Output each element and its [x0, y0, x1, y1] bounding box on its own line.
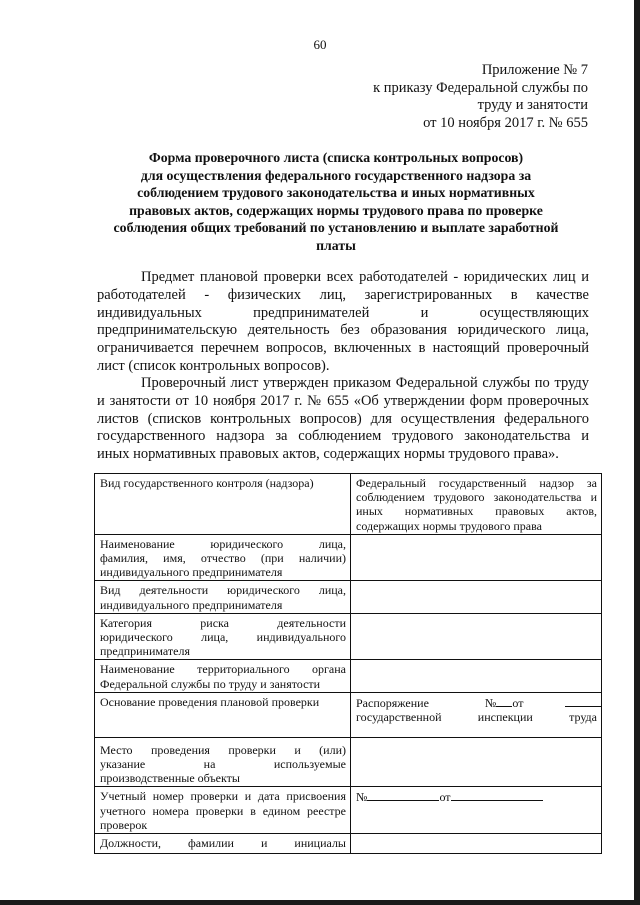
cell-line: государственной инспекции труда	[356, 710, 597, 725]
paragraph-line: работодателей - физических лиц, зарегистрированных в качестве	[97, 286, 589, 303]
paragraph-line: листов (списков контрольных вопросов) для осуществления федерального	[97, 410, 589, 427]
cell-line: учетного номера проверки в едином реестре	[100, 803, 346, 818]
cell-line: Место проведения проверки и (или)	[100, 742, 346, 757]
cell-line: Наименование территориального органа	[100, 662, 346, 677]
cell-line: индивидуального предпринимателя	[100, 597, 283, 612]
table-row	[95, 692, 602, 737]
title-line: соблюдения общих требований по установлению и выплате заработной	[113, 220, 559, 236]
table-label-cell	[95, 474, 351, 535]
paragraph-line: государственного надзора за соблюдением трудового законодательства и	[97, 428, 589, 445]
cell-line: иных нормативных правовых актов,	[356, 504, 597, 519]
table-label-cell	[95, 660, 351, 692]
paragraph-line: индивидуальных предпринимателей и осуществляющих	[97, 304, 589, 321]
cell-line: юридического лица, индивидуального	[100, 630, 346, 645]
table-row	[95, 787, 602, 834]
cell-line: индивидуального предпринимателя	[100, 565, 283, 580]
order-number-sign: №	[484, 695, 497, 710]
order-label: Распоряжение	[356, 695, 429, 710]
cell-line: Вид деятельности юридического лица,	[100, 583, 346, 598]
paragraph-line: иных нормативных правовых актов, содержащих нормы трудового права».	[97, 446, 559, 463]
registration-date-label: от	[439, 790, 451, 805]
table-row	[95, 834, 602, 854]
table-row	[95, 737, 602, 787]
cell-line: содержащих нормы трудового права	[356, 518, 542, 533]
table-value-cell[interactable]	[351, 613, 602, 660]
table-row	[95, 613, 602, 660]
paragraph-subject	[97, 269, 589, 376]
title-line: для осуществления федерального государственного надзора за	[140, 167, 532, 183]
appendix-line: Приложение № 7	[481, 62, 588, 78]
table-label-cell	[95, 737, 351, 787]
table-value-cell[interactable]	[351, 581, 602, 613]
page-number: 60	[313, 37, 327, 52]
cell-line: проверок	[100, 817, 148, 832]
cell-line: Категория риска деятельности	[100, 615, 346, 630]
table-value-cell[interactable]	[351, 737, 602, 787]
paragraph-line: предпринимательскую деятельность без образования юридического лица,	[97, 322, 589, 339]
appendix-line: к приказу Федеральной службы по	[373, 79, 588, 96]
cell-line: указание на используемые	[100, 757, 346, 772]
table-label-cell	[95, 613, 351, 660]
cell-line: Федеральной службы по труду и занятости	[100, 676, 321, 691]
title-line: Форма проверочного листа (списка контрольных вопросов)	[148, 150, 524, 165]
appendix-line: труду и занятости	[477, 97, 588, 113]
order-date-blank[interactable]	[565, 695, 601, 707]
cell-line: соблюдением трудового законодательства и	[356, 490, 597, 505]
title-line: платы	[316, 237, 356, 253]
table-value-cell	[351, 474, 602, 535]
table-row	[95, 474, 602, 535]
table-label-cell	[95, 581, 351, 613]
registration-number-sign: №	[356, 790, 368, 805]
paragraph-line: лист (список контрольных вопросов).	[97, 357, 330, 374]
cell-line: Должности, фамилии и инициалы	[100, 836, 346, 851]
paragraph-line: и занятости от 10 ноября 2017 г. № 655 «Об утверждении форм проверочных	[97, 392, 589, 409]
cell-line: производственные объекты	[100, 771, 240, 786]
cell-line: Основание проведения плановой проверки	[100, 694, 320, 709]
table-label-cell	[95, 534, 351, 581]
table-value-cell[interactable]	[351, 534, 602, 581]
table-label-cell	[95, 692, 351, 737]
title-line: соблюдением трудового законодательства и иных нормативных	[137, 185, 535, 201]
paragraph-line: Проверочный лист утвержден приказом Федеральной службы по труду	[141, 375, 589, 391]
cell-line: предпринимателя	[100, 644, 190, 659]
paragraph-line: Предмет плановой проверки всех работодателей - юридических лиц и	[141, 269, 589, 285]
table-value-cell[interactable]	[351, 834, 602, 854]
cell-line: Вид государственного контроля (надзора)	[100, 476, 314, 490]
checklist-table	[94, 473, 602, 854]
order-date-label: от	[512, 695, 524, 710]
cell-line: Учетный номер проверки и дата присвоения	[100, 789, 346, 804]
registration-date-blank[interactable]	[451, 789, 543, 801]
paragraph-line: ограничивается перечнем вопросов, включенных в настоящий проверочный	[97, 340, 589, 357]
appendix-header	[373, 62, 588, 132]
scan-bottom-edge	[0, 900, 640, 905]
order-number-blank[interactable]	[496, 695, 512, 707]
scan-right-edge	[634, 0, 640, 905]
appendix-line: от 10 ноября 2017 г. № 655	[423, 114, 588, 131]
paragraph-approval	[97, 375, 589, 464]
table-value-cell[interactable]	[351, 660, 602, 692]
registration-number-line	[356, 789, 597, 804]
table-row	[95, 660, 602, 692]
table-label-cell	[95, 834, 351, 854]
table-value-cell	[351, 787, 602, 834]
cell-line: Наименование юридического лица,	[100, 536, 346, 551]
cell-line: фамилия, имя, отчество (при наличии)	[100, 551, 346, 566]
order-reference-line	[356, 695, 597, 710]
registration-number-blank[interactable]	[367, 789, 439, 801]
table-value-cell	[351, 692, 602, 737]
cell-line: Федеральный государственный надзор за	[356, 476, 597, 490]
title-line: правовых актов, содержащих нормы трудового права по проверке	[129, 202, 543, 218]
table-label-cell	[95, 787, 351, 834]
table-row	[95, 581, 602, 613]
table-row	[95, 534, 602, 581]
form-title	[96, 149, 576, 255]
